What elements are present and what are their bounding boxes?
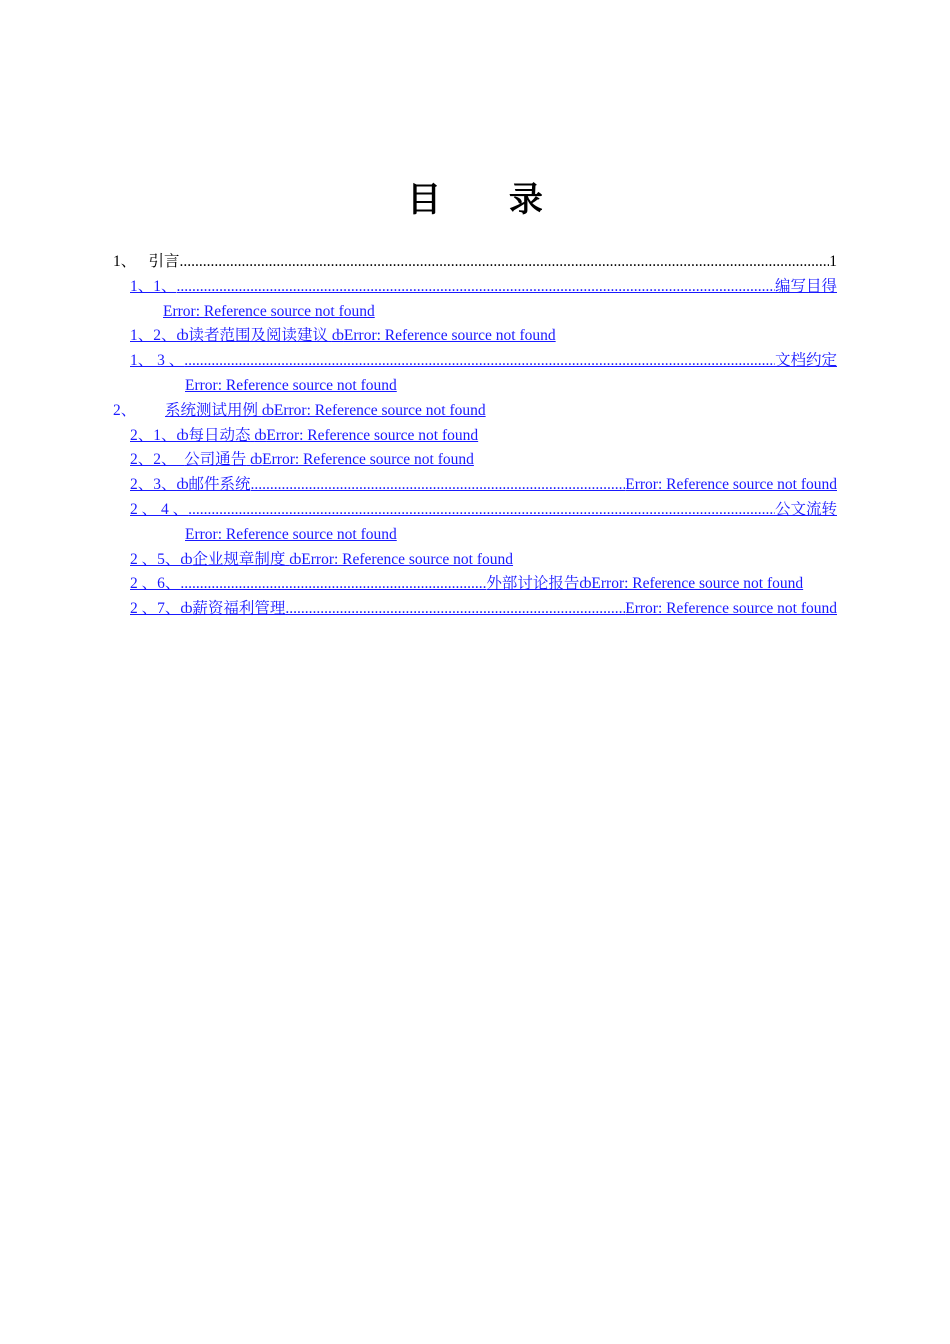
toc-ref: Error: Reference source not found: [625, 600, 837, 618]
tab-glyph: ȸ: [261, 401, 274, 419]
toc-text: 邮件系统: [188, 476, 251, 494]
toc-text: 读者范围及阅读建议: [188, 327, 329, 345]
tab-glyph: ȸ: [579, 575, 592, 593]
tab-glyph: ȸ: [254, 426, 267, 444]
dot-leader: [188, 498, 775, 523]
toc-number: 2、2、: [130, 451, 177, 469]
dot-leader: [177, 275, 775, 300]
toc-ref: Error: Reference source not found: [625, 476, 837, 494]
tab-glyph: ȸ: [180, 600, 193, 618]
toc-number: 1、2、: [130, 327, 177, 345]
toc-entry-2-3[interactable]: [130, 473, 837, 498]
toc-text: 系统测试用例: [165, 401, 259, 419]
toc-entry-1-3[interactable]: [130, 349, 837, 374]
toc-text: 外部讨论报告: [486, 575, 580, 593]
toc-number: 1、: [113, 253, 137, 270]
tab-glyph: ȸ: [250, 451, 263, 469]
page-title: 目 录: [407, 180, 571, 220]
toc-ref: Error: Reference source not found: [262, 451, 474, 469]
toc-ref: Error: Reference source not found: [591, 575, 804, 593]
toc-number: 2 、5、: [130, 550, 181, 568]
toc-text: 公文流转: [774, 500, 837, 518]
toc-entry-1[interactable]: [113, 250, 837, 275]
tab-glyph: ȸ: [176, 476, 189, 494]
toc-entry-1-1-ref[interactable]: [163, 300, 837, 325]
toc-number: 2 、7、: [130, 600, 181, 618]
dot-leader: [184, 349, 775, 374]
dot-leader: [179, 250, 829, 275]
toc-entry-1-3-ref[interactable]: [130, 374, 837, 399]
toc-ref: Error: Reference source not found: [343, 327, 556, 345]
toc-number: 2、1、: [130, 426, 177, 444]
tab-glyph: ȸ: [176, 327, 189, 345]
tab-glyph: ȸ: [289, 550, 302, 568]
toc-number: 2、: [113, 401, 137, 419]
toc-entry-1-1[interactable]: [130, 275, 837, 300]
toc-ref: Error: Reference source not found: [163, 302, 375, 320]
toc-entry-2-4-ref[interactable]: [130, 523, 837, 548]
toc-number: 2、3、: [130, 476, 177, 494]
toc-number: 1、1、: [130, 277, 177, 295]
toc-entry-2-2[interactable]: [130, 448, 837, 473]
tab-glyph: ȸ: [331, 327, 344, 345]
toc-entry-2-1[interactable]: [130, 424, 837, 449]
toc-page: 1: [829, 253, 837, 270]
toc-ref: Error: Reference source not found: [301, 550, 514, 568]
toc-ref: Error: Reference source not found: [266, 426, 479, 444]
toc-entry-2-6[interactable]: [130, 572, 837, 597]
toc-entry-2-5[interactable]: [130, 548, 837, 573]
tab-glyph: ȸ: [180, 550, 193, 568]
tab-glyph: ȸ: [176, 426, 189, 444]
toc-text: 引言: [148, 253, 180, 270]
toc-number: 2 、 4 、: [130, 500, 189, 518]
toc-text: 企业规章制度: [192, 550, 286, 568]
toc-text: 文档约定: [774, 352, 837, 370]
dot-leader: [180, 572, 486, 597]
dot-leader: [285, 597, 625, 622]
toc-text: 编写目得: [774, 277, 837, 295]
dot-leader: [251, 473, 626, 498]
toc-ref: Error: Reference source not found: [273, 401, 486, 419]
table-of-contents: [113, 250, 837, 622]
toc-entry-1-2[interactable]: [130, 324, 837, 349]
toc-text: 薪资福利管理: [192, 600, 286, 618]
toc-number: 2 、6、: [130, 575, 181, 593]
toc-entry-2[interactable]: [113, 399, 837, 424]
toc-text: 每日动态: [188, 426, 251, 444]
toc-number: 1、 3 、: [130, 352, 185, 370]
toc-entry-2-7[interactable]: [130, 597, 837, 622]
toc-entry-2-4[interactable]: [130, 498, 837, 523]
toc-ref: Error: Reference source not found: [185, 525, 397, 543]
toc-text: 公司通告: [184, 451, 247, 469]
toc-ref: Error: Reference source not found: [185, 376, 397, 394]
